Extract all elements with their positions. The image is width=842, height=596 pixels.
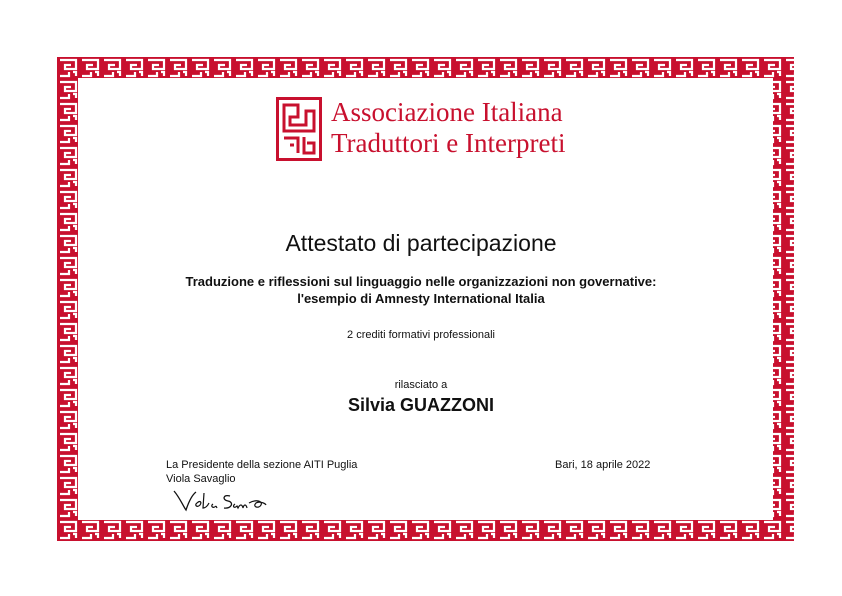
certificate-title: Attestato di partecipazione [285, 230, 557, 256]
credits-text: 2 crediti formativi professionali [347, 329, 495, 341]
course-title-line1: Traduzione e riflessioni sul linguaggio nelle organizzazioni non governative: [185, 274, 657, 289]
president-name: Viola Savaglio [166, 473, 236, 485]
place-and-date: Bari, 18 aprile 2022 [555, 459, 651, 471]
recipient-name: Silvia GUAZZONI [347, 395, 495, 415]
organization-name-line2: Traduttori e Interpreti [331, 128, 566, 158]
organization-logo [276, 97, 596, 163]
organization-name-line1: Associazione Italiana [331, 97, 563, 127]
organization-name [331, 97, 565, 159]
issued-to-label: rilasciato a [394, 379, 448, 391]
course-title-line2: l'esempio di Amnesty International Italia [297, 291, 545, 306]
aiti-logo-icon [276, 97, 322, 161]
course-title [0, 273, 842, 307]
president-role: La Presidente della sezione AITI Puglia [166, 459, 358, 471]
signatory-block [166, 458, 357, 486]
signature-image [172, 486, 268, 516]
